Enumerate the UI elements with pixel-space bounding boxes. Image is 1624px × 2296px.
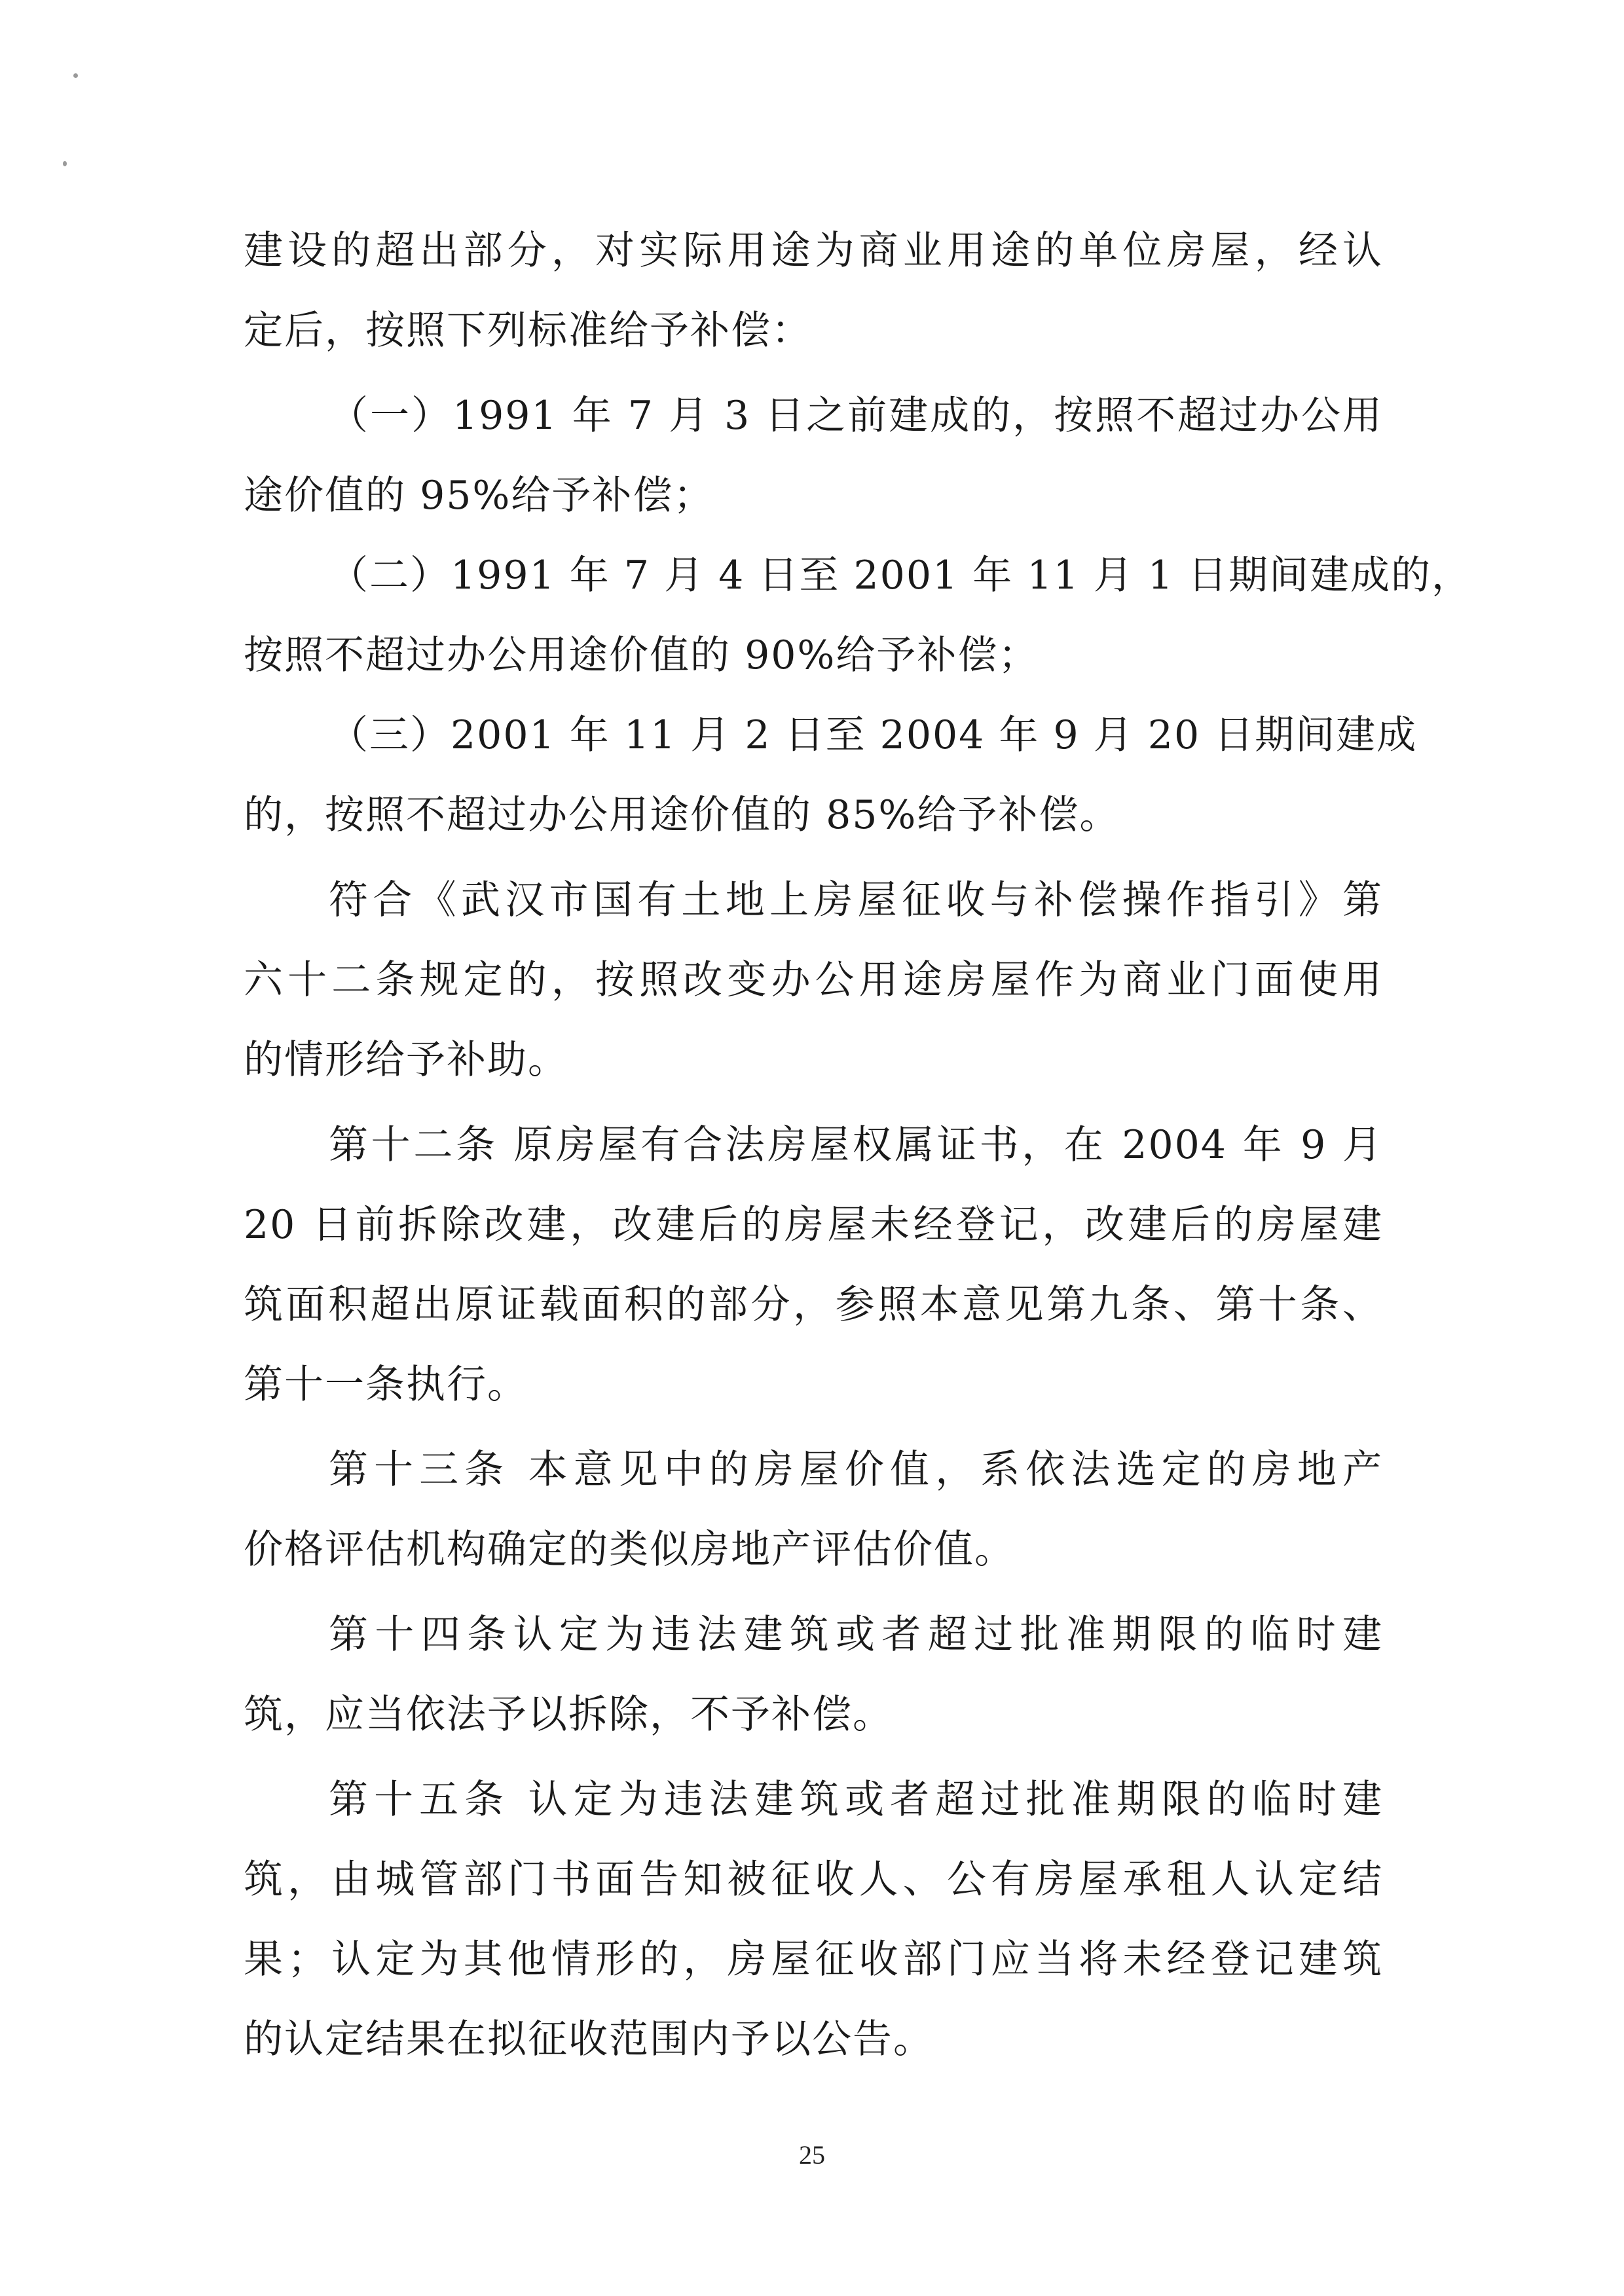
text-line: 筑面积超出原证载面积的部分，参照本意见第九条、第十条、 bbox=[244, 1282, 1383, 1328]
text-line: 第十四条认定为违法建筑或者超过批准期限的临时建 bbox=[329, 1612, 1383, 1658]
text-line: 的认定结果在拟征收范围内予以公告。 bbox=[244, 2016, 934, 2062]
text-line: 途价值的 95%给予补偿； bbox=[244, 473, 714, 519]
text-line: 第十二条 原房屋有合法房屋权属证书，在 2004 年 9 月 bbox=[329, 1122, 1383, 1168]
text-line: 价格评估机构确定的类似房地产评估价值。 bbox=[244, 1527, 1015, 1573]
scan-speck bbox=[63, 161, 67, 166]
text-line: 的情形给予补助。 bbox=[244, 1037, 568, 1083]
text-line: 果；认定为其他情形的，房屋征收部门应当将未经登记建筑 bbox=[244, 1937, 1383, 1982]
text-line: 建设的超出部分，对实际用途为商业用途的单位房屋，经认 bbox=[244, 228, 1383, 274]
text-line: 的，按照不超过办公用途价值的 85%给予补偿。 bbox=[244, 792, 1120, 838]
document-body bbox=[244, 211, 1473, 2079]
text-line: 定后，按照下列标准给予补偿： bbox=[244, 308, 812, 354]
text-line: （二）1991 年 7 月 4 日至 2001 年 11 月 1 日期间建成的， bbox=[329, 553, 1473, 598]
scan-speck bbox=[73, 73, 78, 78]
text-line: 六十二条规定的，按照改变办公用途房屋作为商业门面使用 bbox=[244, 957, 1383, 1003]
text-line: （三）2001 年 11 月 2 日至 2004 年 9 月 20 日期间建成 bbox=[329, 712, 1418, 758]
text-line: 第十一条执行。 bbox=[244, 1362, 528, 1408]
page-number: 25 bbox=[799, 2140, 825, 2170]
text-line: 20 日前拆除改建，改建后的房屋未经登记，改建后的房屋建 bbox=[244, 1202, 1383, 1248]
text-line: 第十五条 认定为违法建筑或者超过批准期限的临时建 bbox=[329, 1777, 1383, 1823]
text-line: 符合《武汉市国有土地上房屋征收与补偿操作指引》第 bbox=[329, 877, 1383, 923]
text-line: 筑，由城管部门书面告知被征收人、公有房屋承租人认定结 bbox=[244, 1857, 1383, 1903]
text-line: 第十三条 本意见中的房屋价值，系依法选定的房地产 bbox=[329, 1447, 1383, 1493]
text-line: 筑，应当依法予以拆除，不予补偿。 bbox=[244, 1692, 893, 1738]
text-line: 按照不超过办公用途价值的 90%给予补偿； bbox=[244, 632, 1039, 678]
text-line: （一）1991 年 7 月 3 日之前建成的，按照不超过办公用 bbox=[329, 393, 1383, 439]
